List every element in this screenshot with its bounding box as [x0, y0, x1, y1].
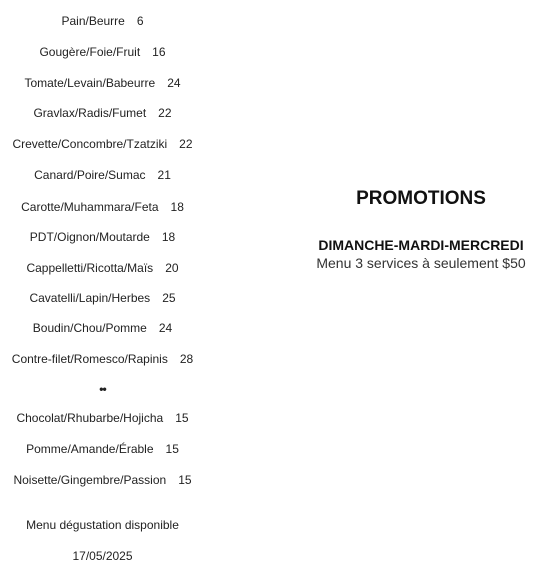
dish-price: 24	[158, 321, 173, 335]
dish-name: Cavatelli/Lapin/Herbes	[29, 291, 151, 305]
dish-name: Noisette/Gingembre/Passion	[13, 473, 167, 487]
menu-item	[0, 199, 205, 215]
menu-item	[0, 44, 205, 60]
dish-price: 15	[175, 411, 189, 425]
dish-price: 18	[170, 200, 184, 214]
promotion-offer: Menu 3 services à seulement $50	[316, 255, 526, 271]
dish-price: 20	[165, 261, 179, 275]
dessert-item	[0, 441, 205, 457]
section-separator: ••	[99, 382, 106, 396]
dish-name: Crevette/Concombre/Tzatziki	[12, 137, 168, 151]
dish-price: 15	[165, 442, 179, 456]
dish-name: Boudin/Chou/Pomme	[32, 321, 147, 335]
menu-item	[0, 105, 205, 121]
menu-item	[0, 260, 205, 276]
menu-item	[0, 13, 205, 29]
dish-price: 22	[179, 137, 193, 151]
dish-price: 28	[179, 352, 194, 366]
dish-name: PDT/Oignon/Moutarde	[29, 230, 150, 244]
dish-name: Gougère/Foie/Fruit	[39, 45, 141, 59]
dish-name: Canard/Poire/Sumac	[34, 168, 146, 182]
menu-item	[0, 351, 205, 367]
dish-name: Gravlax/Radis/Fumet	[33, 106, 147, 120]
promotions-title: PROMOTIONS	[356, 188, 486, 209]
dish-name: Carotte/Muhammara/Feta	[21, 200, 159, 214]
menu-item	[0, 167, 205, 183]
dish-price: 25	[162, 291, 176, 305]
dish-price: 22	[158, 106, 172, 120]
promotions-panel	[300, 186, 542, 272]
dish-price: 15	[178, 473, 192, 487]
menu-date: 17/05/2025	[72, 549, 133, 563]
dish-price: 16	[152, 45, 166, 59]
menu-item	[0, 290, 205, 306]
dish-name: Contre-filet/Romesco/Rapinis	[11, 352, 168, 366]
dish-price: 24	[167, 76, 181, 90]
dish-name: Cappelletti/Ricotta/Maïs	[26, 261, 154, 275]
tasting-note: Menu dégustation disponible	[26, 518, 179, 532]
menu-item	[0, 229, 205, 245]
dish-name: Tomate/Levain/Babeurre	[24, 76, 156, 90]
menu-item	[0, 136, 205, 152]
dish-price: 21	[157, 168, 171, 182]
dish-name: Pain/Beurre	[61, 14, 125, 28]
dish-price: 18	[161, 230, 176, 244]
dish-name: Pomme/Amande/Érable	[26, 442, 154, 456]
menu-item	[0, 75, 205, 91]
dish-price: 6	[136, 14, 144, 28]
menu-item	[0, 320, 205, 336]
dessert-item	[0, 410, 205, 426]
promotion-days: DIMANCHE-MARDI-MERCREDI	[318, 237, 524, 253]
dish-name: Chocolat/Rhubarbe/Hojicha	[16, 411, 164, 425]
dessert-item	[0, 472, 205, 488]
